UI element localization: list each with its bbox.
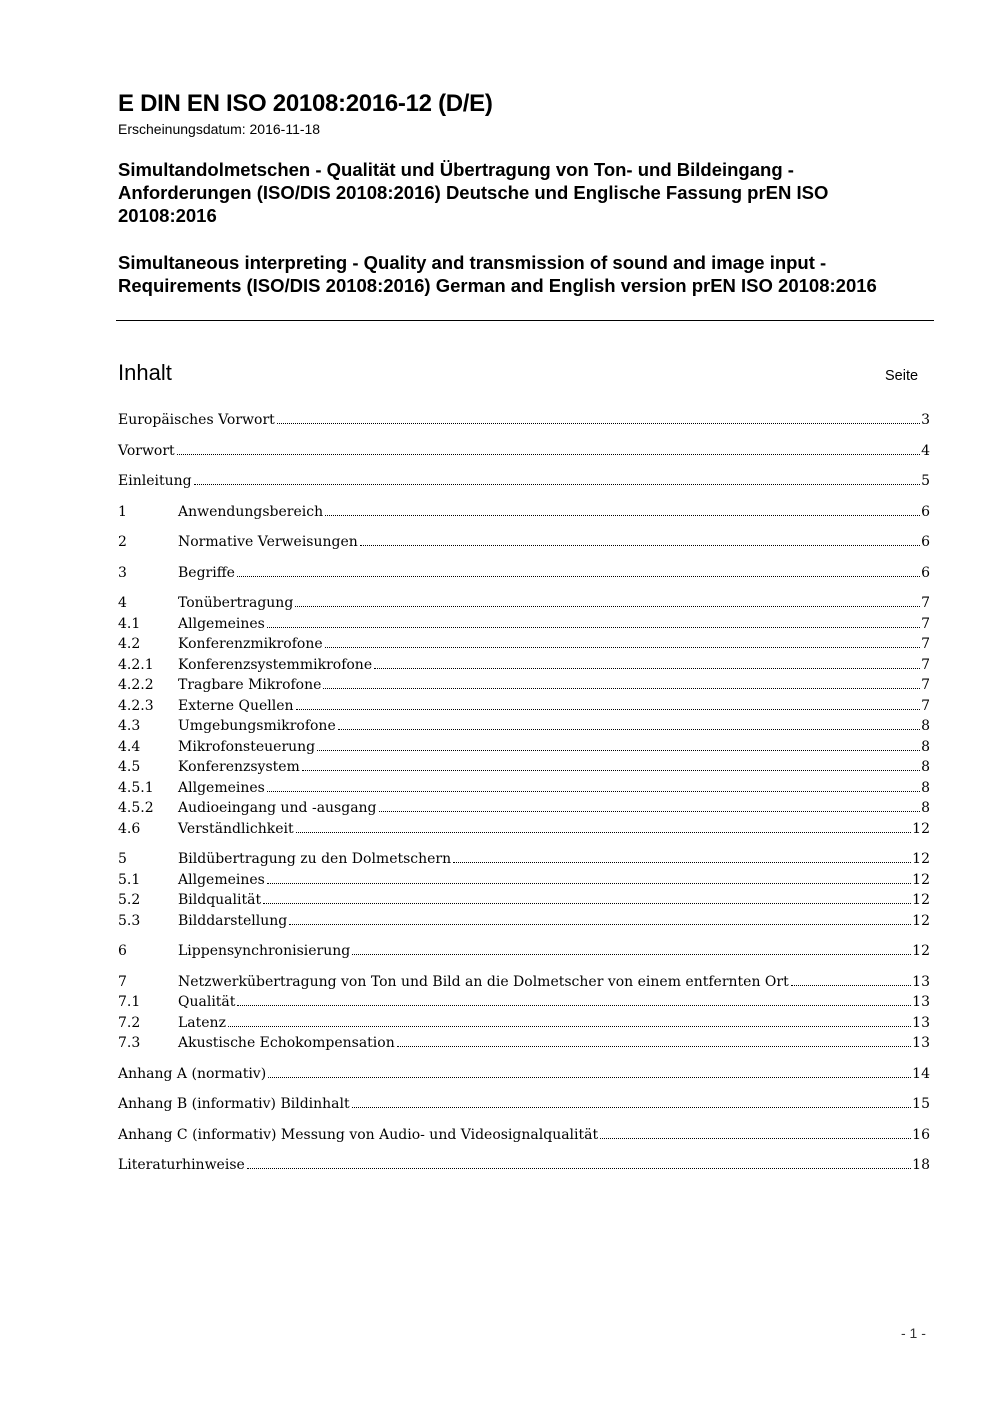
toc-entry-label: Allgemeines bbox=[178, 779, 265, 796]
toc-entry-label: Vorwort bbox=[118, 442, 175, 459]
toc-entry[interactable] bbox=[118, 739, 930, 760]
toc-leader-dots bbox=[177, 454, 920, 455]
toc-entry-label: Europäisches Vorwort bbox=[118, 412, 275, 428]
toc-entry-label: Akustische Echokompensation bbox=[178, 1035, 395, 1051]
toc-entry-label: Qualität bbox=[178, 994, 236, 1010]
toc-leader-dots bbox=[277, 423, 920, 424]
toc-entry-page: 7 bbox=[921, 595, 930, 611]
toc-entry-number: 4.3 bbox=[118, 718, 141, 734]
toc-entry-label: Bildübertragung zu den Dolmetschern bbox=[178, 851, 452, 867]
toc-entry-page: 8 bbox=[921, 718, 930, 734]
toc-entry[interactable] bbox=[118, 821, 930, 842]
toc-leader-dots bbox=[325, 515, 920, 516]
toc-entry-number: 4.1 bbox=[118, 615, 141, 632]
toc-entry-page: 8 bbox=[921, 779, 930, 796]
toc-entry-label: Audioeingang und -ausgang bbox=[178, 800, 377, 816]
toc-leader-dots bbox=[302, 770, 920, 771]
table-of-contents bbox=[118, 412, 930, 1178]
toc-entry-page: 12 bbox=[912, 871, 930, 888]
toc-entry-number: 4.2.2 bbox=[118, 677, 154, 693]
toc-entry-label: Anwendungsbereich bbox=[178, 503, 324, 520]
toc-entry-number: 7.3 bbox=[118, 1035, 141, 1051]
toc-entry-label: Externe Quellen bbox=[178, 697, 294, 714]
toc-entry[interactable] bbox=[118, 974, 930, 995]
toc-entry-number: 4.6 bbox=[118, 820, 141, 837]
toc-leader-dots bbox=[267, 627, 920, 628]
toc-leader-dots bbox=[352, 1107, 912, 1108]
toc-entry-page: 7 bbox=[921, 615, 930, 632]
toc-leader-dots bbox=[237, 1005, 911, 1006]
toc-entry[interactable] bbox=[118, 872, 930, 893]
toc-entry-page: 6 bbox=[921, 534, 930, 550]
toc-entry[interactable] bbox=[118, 1157, 930, 1178]
toc-entry-number: 7.1 bbox=[118, 994, 141, 1010]
toc-entry-number: 6 bbox=[118, 943, 127, 959]
toc-leader-dots bbox=[791, 985, 911, 986]
toc-entry[interactable] bbox=[118, 473, 930, 494]
toc-entry-page: 13 bbox=[912, 973, 930, 990]
toc-entry-number: 1 bbox=[118, 503, 127, 520]
toc-entry-number: 4 bbox=[118, 595, 127, 611]
toc-entry-number: 4.4 bbox=[118, 738, 141, 755]
toc-entry-label: Anhang C (informativ) Messung von Audio- und Videosignalqualität bbox=[118, 1126, 599, 1143]
toc-entry-page: 6 bbox=[921, 564, 930, 581]
toc-entry-page: 7 bbox=[921, 656, 930, 673]
title-divider bbox=[116, 320, 934, 321]
toc-entry[interactable] bbox=[118, 412, 930, 433]
toc-entry-page: 7 bbox=[921, 677, 930, 693]
toc-entry-page: 12 bbox=[912, 912, 930, 929]
toc-entry-label: Tonübertragung bbox=[178, 595, 294, 611]
toc-entry-label: Begriffe bbox=[178, 564, 235, 581]
title-english: Simultaneous interpreting - Quality and transmission of sound and image input - Requirements (ISO/DIS 20108:2016) German and English version prEN ISO 20108:2016 bbox=[118, 252, 877, 296]
toc-entry-number: 4.5 bbox=[118, 759, 141, 775]
toc-entry-label: Netzwerkübertragung von Ton und Bild an die Dolmetscher von einem entfernten Ort bbox=[178, 973, 789, 990]
toc-entry[interactable] bbox=[118, 994, 930, 1015]
toc-entry[interactable] bbox=[118, 1096, 930, 1117]
toc-entry-number: 5.3 bbox=[118, 912, 141, 929]
toc-entry-number: 7 bbox=[118, 973, 127, 990]
toc-entry[interactable] bbox=[118, 759, 930, 780]
toc-leader-dots bbox=[267, 883, 911, 884]
toc-entry[interactable] bbox=[118, 657, 930, 678]
toc-entry-number: 4.5.1 bbox=[118, 779, 154, 796]
toc-leader-dots bbox=[325, 647, 920, 648]
toc-heading: Inhalt bbox=[118, 360, 172, 385]
toc-entry[interactable] bbox=[118, 943, 930, 964]
toc-leader-dots bbox=[397, 1046, 911, 1047]
toc-entry-page: 8 bbox=[921, 759, 930, 775]
toc-leader-dots bbox=[296, 832, 912, 833]
toc-leader-dots bbox=[453, 862, 911, 863]
toc-entry-page: 13 bbox=[912, 1035, 930, 1051]
toc-entry-label: Literaturhinweise bbox=[118, 1157, 245, 1173]
toc-entry[interactable] bbox=[118, 534, 930, 555]
toc-entry-label: Verständlichkeit bbox=[178, 820, 294, 837]
toc-leader-dots bbox=[267, 791, 920, 792]
page-number: - 1 - bbox=[901, 1325, 926, 1341]
toc-entry-page: 3 bbox=[921, 412, 930, 428]
toc-entry[interactable] bbox=[118, 1127, 930, 1148]
toc-entry[interactable] bbox=[118, 1015, 930, 1036]
toc-entry-page: 12 bbox=[912, 943, 930, 959]
toc-entry-number: 5.1 bbox=[118, 871, 141, 888]
toc-entry[interactable] bbox=[118, 565, 930, 586]
toc-entry-label: Umgebungsmikrofone bbox=[178, 718, 336, 734]
toc-entry-label: Latenz bbox=[178, 1014, 226, 1031]
toc-entry[interactable] bbox=[118, 1066, 930, 1087]
toc-entry-page: 12 bbox=[912, 820, 930, 837]
toc-entry-label: Lippensynchronisierung bbox=[178, 943, 351, 959]
toc-entry-page: 12 bbox=[912, 851, 930, 867]
toc-leader-dots bbox=[295, 606, 920, 607]
toc-entry[interactable] bbox=[118, 780, 930, 801]
toc-leader-dots bbox=[194, 484, 921, 485]
document-id: E DIN EN ISO 20108:2016-12 (D/E) bbox=[118, 90, 493, 117]
toc-entry-label: Anhang A (normativ) bbox=[118, 1065, 267, 1082]
toc-leader-dots bbox=[600, 1138, 911, 1139]
toc-leader-dots bbox=[360, 545, 920, 546]
toc-entry[interactable] bbox=[118, 595, 930, 616]
toc-entry-number: 4.2.1 bbox=[118, 656, 154, 673]
title-german: Simultandolmetschen - Qualität und Übertragung von Ton- und Bildeingang - Anforderungen (ISO/DIS 20108:2016) Deutsche und Englische Fassung prEN ISO 20108:2016 bbox=[118, 159, 829, 226]
toc-entry-page: 14 bbox=[912, 1065, 930, 1082]
toc-entry-page: 8 bbox=[921, 738, 930, 755]
toc-entry-page: 12 bbox=[912, 892, 930, 908]
toc-entry-number: 3 bbox=[118, 564, 127, 581]
toc-entry-label: Konferenzsystemmikrofone bbox=[178, 656, 373, 673]
toc-leader-dots bbox=[237, 576, 920, 577]
toc-leader-dots bbox=[268, 1077, 911, 1078]
toc-entry[interactable] bbox=[118, 718, 930, 739]
toc-entry-page: 7 bbox=[921, 697, 930, 714]
toc-entry-page: 6 bbox=[921, 503, 930, 520]
toc-entry[interactable] bbox=[118, 892, 930, 913]
toc-leader-dots bbox=[263, 903, 911, 904]
toc-entry-label: Allgemeines bbox=[178, 871, 265, 888]
toc-entry-label: Konferenzsystem bbox=[178, 759, 300, 775]
toc-leader-dots bbox=[317, 750, 920, 751]
toc-entry-page: 8 bbox=[921, 800, 930, 816]
toc-entry-page: 4 bbox=[921, 442, 930, 459]
toc-entry-label: Einleitung bbox=[118, 473, 192, 489]
toc-entry-number: 7.2 bbox=[118, 1014, 141, 1031]
publication-date: Erscheinungsdatum: 2016-11-18 bbox=[118, 121, 321, 137]
toc-entry-page: 13 bbox=[912, 1014, 930, 1031]
toc-entry-page: 7 bbox=[921, 636, 930, 652]
toc-leader-dots bbox=[379, 811, 921, 812]
toc-entry[interactable] bbox=[118, 677, 930, 698]
toc-entry[interactable] bbox=[118, 616, 930, 637]
toc-entry[interactable] bbox=[118, 636, 930, 657]
toc-leader-dots bbox=[323, 688, 920, 689]
toc-entry[interactable] bbox=[118, 698, 930, 719]
toc-entry-label: Anhang B (informativ) Bildinhalt bbox=[118, 1096, 350, 1112]
toc-entry[interactable] bbox=[118, 443, 930, 464]
toc-entry[interactable] bbox=[118, 851, 930, 872]
toc-entry-label: Tragbare Mikrofone bbox=[178, 677, 322, 693]
toc-entry-label: Bildqualität bbox=[178, 892, 262, 908]
toc-entry-number: 4.2 bbox=[118, 636, 141, 652]
toc-entry-label: Konferenzmikrofone bbox=[178, 636, 323, 652]
toc-leader-dots bbox=[338, 729, 920, 730]
toc-entry[interactable] bbox=[118, 800, 930, 821]
toc-entry-page: 15 bbox=[912, 1096, 930, 1112]
toc-entry-label: Bilddarstellung bbox=[178, 912, 288, 929]
toc-entry-number: 4.5.2 bbox=[118, 800, 154, 816]
toc-entry-label: Mikrofonsteuerung bbox=[178, 738, 316, 755]
toc-entry-number: 4.2.3 bbox=[118, 697, 154, 714]
toc-leader-dots bbox=[247, 1168, 911, 1169]
toc-entry[interactable] bbox=[118, 504, 930, 525]
toc-entry-number: 5.2 bbox=[118, 892, 141, 908]
toc-leader-dots bbox=[289, 924, 911, 925]
toc-entry-number: 2 bbox=[118, 534, 127, 550]
toc-entry-page: 5 bbox=[921, 473, 930, 489]
toc-entry-page: 16 bbox=[912, 1126, 930, 1143]
toc-leader-dots bbox=[352, 954, 911, 955]
toc-leader-dots bbox=[296, 709, 921, 710]
toc-entry-page: 18 bbox=[912, 1157, 930, 1173]
toc-entry-label: Normative Verweisungen bbox=[178, 534, 358, 550]
toc-entry-label: Allgemeines bbox=[178, 615, 265, 632]
toc-page-column-label: Seite bbox=[885, 368, 919, 384]
toc-leader-dots bbox=[374, 668, 920, 669]
toc-entry[interactable] bbox=[118, 913, 930, 934]
toc-leader-dots bbox=[228, 1026, 911, 1027]
toc-entry-number: 5 bbox=[118, 851, 127, 867]
toc-entry[interactable] bbox=[118, 1035, 930, 1056]
toc-entry-page: 13 bbox=[912, 994, 930, 1010]
